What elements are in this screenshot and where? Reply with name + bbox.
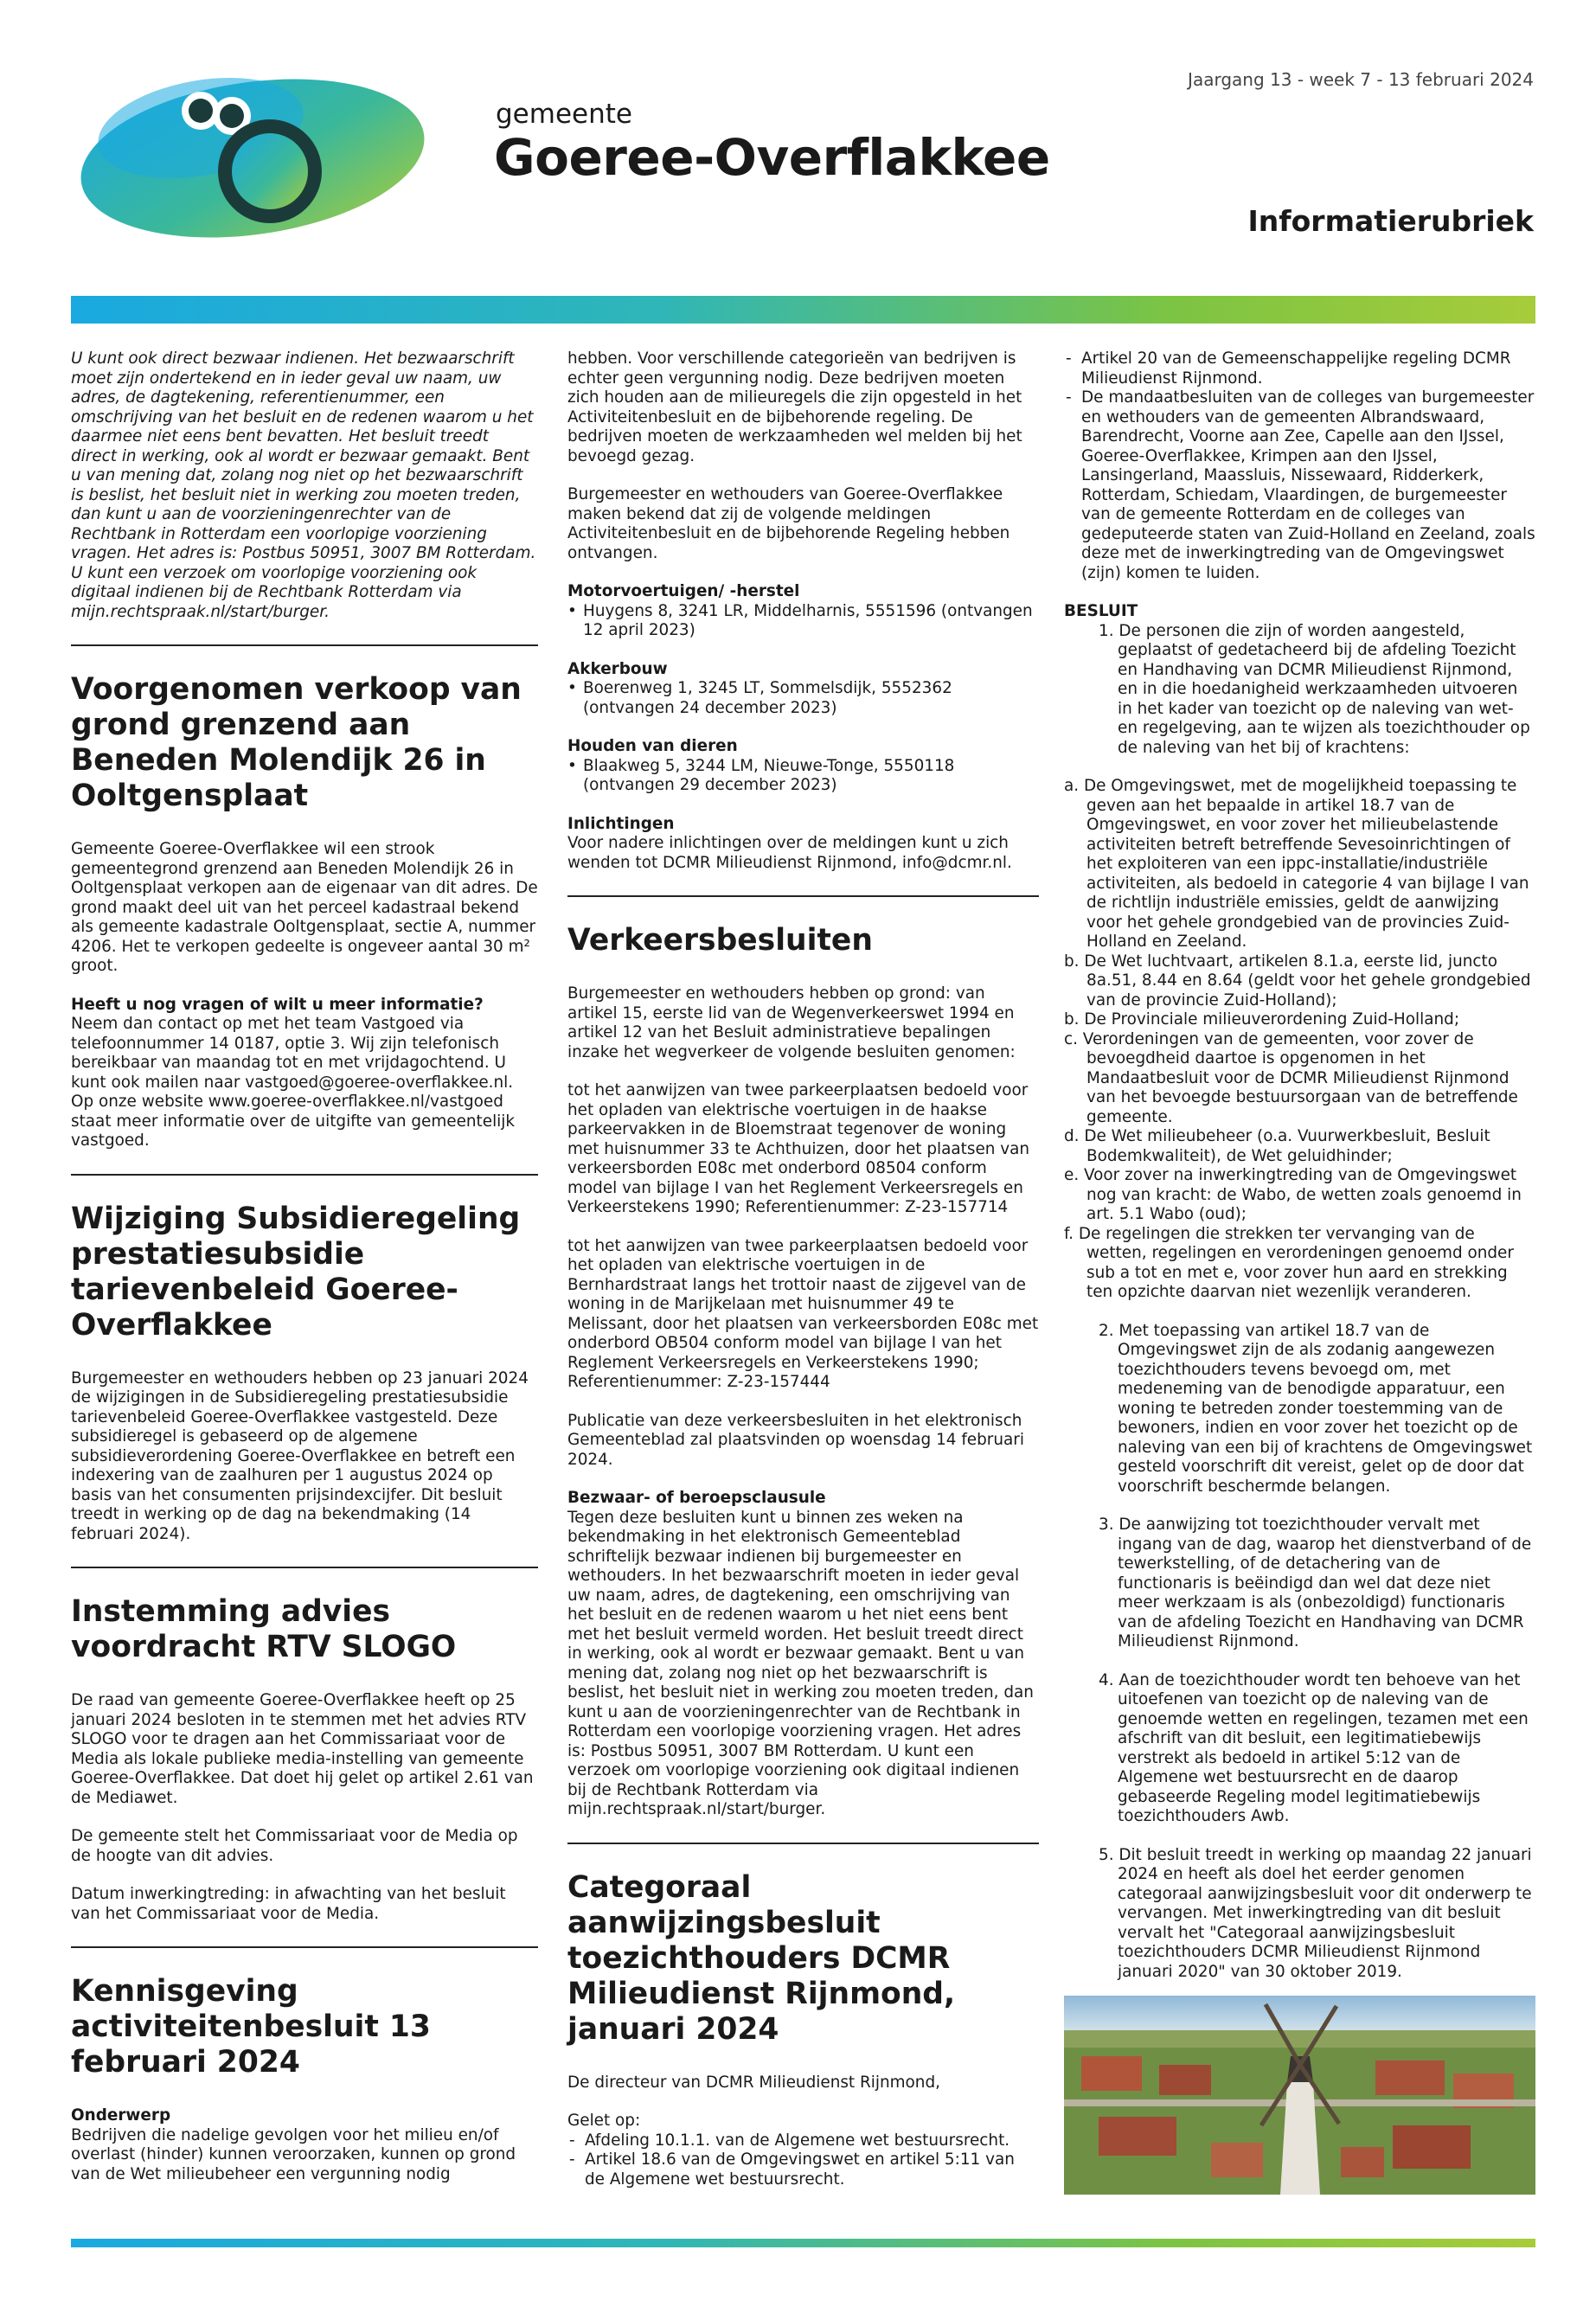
column-1 <box>71 349 538 2203</box>
bullet-list <box>567 679 1039 718</box>
divider <box>71 1946 538 1948</box>
column-3 <box>1064 349 1535 2201</box>
dash-list <box>567 2131 1039 2190</box>
top-gradient-bar <box>71 296 1535 324</box>
subheading: Motorvoertuigen/ -herstel <box>567 582 800 600</box>
divider <box>567 1843 1039 1844</box>
paragraph: Burgemeester en wethouders hebben op 23 januari 2024 de wijzigingen in de Subsidieregeling prestatiesubsidie tarievenbeleid Goeree-Overflakkee vastgesteld. Deze subsidieregel is gebaseerd op de algemene subsidieverordening Goeree-Overflakkee en betreft een indexering van de zaalhuren per 1 augustus 2024 op basis van het consumenten prijsindexcijfer. Dit besluit treedt in werking op de dag na bekendmaking (14 februari 2024). <box>71 1368 529 1543</box>
numbered-item: 3. De aanwijzing tot toezichthouder vervalt met ingang van de dag, waarop het dienstverband of de tewerkstelling, of de detachering van de functionaris is beëindigd dan wel dat deze niet meer werkzaam is als (onbezoldigd) functionaris van de afdeling Toezicht en Handhaving van DCMR Milieudienst Rijnmond. <box>1099 1516 1532 1650</box>
subheading: Onderwerp <box>71 2106 171 2125</box>
lettered-item: d. De Wet milieubeheer (o.a. Vuurwerkbesluit, Besluit Bodemkwaliteit), de Wet geluidhinder; <box>1064 1127 1490 1165</box>
subheading: Houden van dieren <box>567 737 738 755</box>
brand-title: Goeree-Overflakkee <box>494 128 1050 187</box>
list-item: - Afdeling 10.1.1. van de Algemene wet bestuursrecht. <box>567 2131 1039 2151</box>
subheading: BESLUIT <box>1064 602 1138 620</box>
column-2 <box>567 349 1039 2189</box>
lettered-item: b. De Wet luchtvaart, artikelen 8.1.a, eerste lid, juncto 8a.51, 8.44 en 8.64 (geldt voor het gehele grondgebied van de provincie Zuid-Holland); <box>1064 952 1531 1009</box>
paragraph: Burgemeester en wethouders van Goeree-Overflakkee maken bekend dat zij de volgende meldingen Activiteitenbesluit en de bijbehorende Regeling hebben ontvangen. <box>567 485 1010 562</box>
subheading: Heeft u nog vragen of wilt u meer informatie? <box>71 995 484 1014</box>
paragraph: Tegen deze besluiten kunt u binnen zes weken na bekendmaking in het elektronisch Gemeenteblad schriftelijk bezwaar indienen bij burgemeester en wethouders. In het bezwaarschrift moeten in ieder geval uw naam, adres, de dagtekening, een omschrijving van het besluit en de redenen waarom u het niet eens bent met het besluit vermeld worden. Het besluit treedt direct in werking, ook al wordt er bezwaar gemaakt. Bent u van mening dat, zolang nog niet op het bezwaarschrift is beslist, het besluit niet in werking zou moeten treden, dan kunt u aan de voorzieningenrechter van de Rechtbank in Rotterdam een voorlopige voorziening vragen. Het adres is: Postbus 50951, 3007 BM Rotterdam. U kunt een verzoek om voorlopige voorziening ook digitaal indienen bij de Rechtbank Rotterdam via mijn.rechtspraak.nl/start/burger. <box>567 1508 1034 1818</box>
lettered-item: e. Voor zover na inwerkingtreding van de Omgevingswet nog van kracht: de Wabo, de wetten zoals genoemd in art. 5.1 Wabo (oud); <box>1064 1166 1522 1223</box>
brand-subtitle: gemeente <box>496 99 632 130</box>
paragraph: De raad van gemeente Goeree-Overflakkee heeft op 25 januari 2024 besloten in te stemmen met het advies RTV SLOGO voor te dragen aan het Commissariaat voor de Media als lokale publieke media-instelling van gemeente Goeree-Overflakkee. Dat doet hij gelet op artikel 2.61 van de Mediawet. <box>71 1691 534 1807</box>
bullet-list <box>567 602 1039 641</box>
article-title: Voorgenomen verkoop van grond grenzend aan Beneden Molendijk 26 in Ooltgensplaat <box>71 672 522 813</box>
paragraph: Neem dan contact op met het team Vastgoed via telefoonnummer 14 0187, optie 3. Wij zijn telefonisch bereikbaar van maandag tot en met vrijdagochtend. U kunt ook mailen naar vastgoed@goeree-overflakkee.nl. Op onze website www.goeree-overflakkee.nl/vastgoed staat meer informatie over de uitgifte van gemeentelijk vastgoed. <box>71 1015 516 1150</box>
paragraph: De gemeente stelt het Commissariaat voor de Media op de hoogte van dit advies. <box>71 1827 518 1865</box>
divider <box>567 895 1039 897</box>
paragraph: Bedrijven die nadelige gevolgen voor het milieu en/of overlast (hinder) kunnen veroorzaken, kunnen op grond van de Wet milieubeheer een vergunning nodig <box>71 2125 516 2183</box>
paragraph: tot het aanwijzen van twee parkeerplaatsen bedoeld voor het opladen van elektrische voertuigen in de haakse parkeervakken in de Bloemstraat tegenover de woning met huisnummer 33 te Achthuizen, door het plaatsen van verkeersborden E08c met onderbord 08504 conform model van bijlage I van het Reglement Verkeersregels en Verkeerstekens 1990; Referentienummer: Z-23-157714 <box>567 1081 1030 1216</box>
divider <box>71 1567 538 1568</box>
gemeente-logo <box>71 67 452 240</box>
subheading: Akkerbouw <box>567 659 668 678</box>
paragraph: De directeur van DCMR Milieudienst Rijnmond, <box>567 2073 940 2092</box>
divider <box>71 1174 538 1176</box>
paragraph: Gemeente Goeree-Overflakkee wil een strook gemeentegrond grenzend aan Beneden Molendijk 26 in Ooltgensplaat verkopen aan de eigenaar van dit adres. De grond maakt deel uit van het perceel kadastraal bekend als gemeente kadastrale Ooltgensplaat, sectie A, nummer 4206. Het te verkopen gedeelte is ongeveer aantal 30 m² groot. <box>71 840 538 975</box>
list-item: - Artikel 20 van de Gemeenschappelijke regeling DCMR Milieudienst Rijnmond. <box>1064 349 1535 388</box>
numbered-item: 5. Dit besluit treedt in werking op maandag 22 januari 2024 en heeft als doel het eerder genomen categoraal aanwijzingsbesluit voor dit onderwerp te vervangen. Met inwerkingtreding van dit besluit vervalt het "Categoraal aanwijzingsbesluit toezichthouders DCMR Milieudienst Rijnmond januari 2020" van 30 oktober 2019. <box>1099 1845 1532 1981</box>
paragraph: Datum inwerkingtreding: in afwachting van het besluit van het Commissariaat voor de Media. <box>71 1885 506 1923</box>
windmill-aerial-photo <box>1064 1996 1535 2195</box>
numbered-item: 2. Met toepassing van artikel 18.7 van de Omgevingswet zijn de als zodanig aangewezen toezichthouders tevens bevoegd om, met medeneming van de benodigde apparatuur, een woning te betreden zonder toestemming van de bewoners, indien en voor zover het toezicht op de naleving van een bij of krachtens de Omgevingswet gesteld voorschrift dit vereist, gelet op de door dat voorschrift beschermde belangen. <box>1099 1321 1533 1496</box>
lettered-item: b. De Provinciale milieuverordening Zuid-Holland; <box>1064 1010 1460 1029</box>
divider <box>71 644 538 646</box>
article-title: Instemming advies voordracht RTV SLOGO <box>71 1594 457 1664</box>
list-item: • Blaakweg 5, 3244 LM, Nieuwe-Tonge, 5550118 (ontvangen 29 december 2023) <box>567 757 1039 796</box>
article-title: Categoraal aanwijzingsbesluit toezichthouders DCMR Milieudienst Rijnmond, januari 2024 <box>567 1869 956 2047</box>
list-item: - De mandaatbesluiten van de colleges van burgemeester en wethouders van de gemeenten Albrandswaard, Barendrecht, Voorne aan Zee, Capelle aan den IJssel, Goeree-Overflakkee, Krimpen aan den IJssel, Lansingerland, Maassluis, Nissewaard, Ridderkerk, Rotterdam, Schiedam, Vlaardingen, de burgemeester van de gemeente Rotterdam en de colleges van gedeputeerde staten van Zuid-Holland en Zeeland, zoals deze met de inwerkingtreding van de Omgevingswet (zijn) komen te luiden. <box>1064 388 1535 583</box>
rubric-title: Informatierubriek <box>1247 204 1534 238</box>
subheading: Bezwaar- of beroepsclausule <box>567 1489 826 1507</box>
paragraph: hebben. Voor verschillende categorieën van bedrijven is echter geen vergunning nodig. Deze bedrijven moeten zich houden aan de milieuregels die zijn opgesteld in het Activiteitenbesluit en de bijbehorende regeling. De bedrijven moeten de werkzaamheden wel melden bij het bevoegd gezag. <box>567 349 1022 465</box>
paragraph: tot het aanwijzen van twee parkeerplaatsen bedoeld voor het opladen van elektrische voertuigen in de Bernhardstraat langs het trottoir naast de zijgevel van de woning in de Marijkelaan met huisnummer 49 te Melissant, door het plaatsen van verkeersborden E08c met onderbord OB504 conform model van bijlage I van het Reglement Verkeersregels en Verkeerstekens 1990; Referentienummer: Z-23-157444 <box>567 1236 1039 1391</box>
paragraph: Gelet op: <box>567 2112 641 2130</box>
lettered-item: c. Verordeningen van de gemeenten, voor zover de bevoegdheid daartoe is opgenomen in het Mandaatbesluit voor de DCMR Milieudienst Rijnmond van het bevoegde bestuursorgaan van de betreffende gemeente. <box>1064 1029 1518 1126</box>
numbered-item: 1. De personen die zijn of worden aangesteld, geplaatst of gedetacheerd bij de afdeling Toezicht en Handhaving van DCMR Milieudienst Rijnmond, en in die hoedanigheid werkzaamheden uitvoeren in het kader van toezicht op de naleving van wet- en regelgeving, aan te wijzen als toezichthouder op de naleving van het bij of krachtens: <box>1099 621 1530 757</box>
paragraph: Voor nadere inlichtingen over de meldingen kunt u zich wenden tot DCMR Milieudienst Rijnmond, info@dcmr.nl. <box>567 834 1012 872</box>
article-title: Wijziging Subsidieregeling prestatiesubsidie tarievenbeleid Goeree-Overflakkee <box>71 1201 521 1343</box>
list-item: • Boerenweg 1, 3245 LT, Sommelsdijk, 5552362 (ontvangen 24 december 2023) <box>567 679 1039 718</box>
list-item: • Huygens 8, 3241 LR, Middelharnis, 5551596 (ontvangen 12 april 2023) <box>567 602 1039 641</box>
bottom-gradient-bar <box>71 2239 1535 2247</box>
article-title: Kennisgeving activiteitenbesluit 13 februari 2024 <box>71 1974 431 2080</box>
bullet-list <box>567 757 1039 796</box>
numbered-item: 4. Aan de toezichthouder wordt ten behoeve van het uitoefenen van toezicht op de naleving van de genoemde wetten en regelingen, tezamen met een afschrift van dit besluit, een legitimatiebewijs verstrekt als bedoeld in artikel 5:12 van de Algemene wet bestuursrecht en de daarop gebaseerde Regeling model legitimatiebewijs toezichthouders Awb. <box>1099 1670 1529 1825</box>
issue-date: Jaargang 13 - week 7 - 13 februari 2024 <box>1188 69 1534 90</box>
paragraph: Publicatie van deze verkeersbesluiten in het elektronisch Gemeenteblad zal plaatsvinden op woensdag 14 februari 2024. <box>567 1411 1024 1469</box>
subheading: Inlichtingen <box>567 814 675 833</box>
article-title: Verkeersbesluiten <box>567 923 873 958</box>
paragraph: Burgemeester en wethouders hebben op grond: van artikel 15, eerste lid van de Wegenverkeerswet 1994 en artikel 12 van het Besluit administratieve bepalingen inzake het wegverkeer de volgende besluiten genomen: <box>567 984 1016 1061</box>
lettered-item: f. De regelingen die strekken ter vervanging van de wetten, regelingen en verordeningen genoemd onder sub a tot en met e, voor zover hun aard en strekking ten opzichte daarvan niet wezenlijk veranderen. <box>1064 1224 1514 1301</box>
lettered-item: a. De Omgevingswet, met de mogelijkheid toepassing te geven aan het bepaalde in artikel 18.7 van de Omgevingswet, en voor zover het milieubelastende activiteiten betreft betreffende Sevesoinrichtingen of het exploiteren van een ippc-installatie/industriële activiteiten, als bedoeld in categorie 4 van bijlage I van de richtlijn industriële emissies, geldt de aanwijzing voor het gehele grondgebied van de provincies Zuid-Holland en Zeeland. <box>1064 777 1529 951</box>
dash-list <box>1064 349 1535 583</box>
intro-paragraph: U kunt ook direct bezwaar indienen. Het bezwaarschrift moet zijn ondertekend en in ieder geval uw naam, uw adres, de dagtekening, referentienummer, een omschrijving van het besluit en de redenen waarom u het daarmee niet eens bent bevatten. Het besluit treedt direct in werking, ook al wordt er bezwaar gemaakt. Bent u van mening dat, zolang nog niet op het bezwaarschrift is beslist, het besluit niet in werking zou moeten treden, dan kunt u aan de voorzieningenrechter van de Rechtbank in Rotterdam een voorlopige voorziening vragen. Het adres is: Postbus 50951, 3007 BM Rotterdam. U kunt een verzoek om voorlopige voorziening ook digitaal indienen bij de Rechtbank Rotterdam via mijn.rechtspraak.nl/start/burger. <box>71 349 536 621</box>
list-item: - Artikel 18.6 van de Omgevingswet en artikel 5:11 van de Algemene wet bestuursrecht. <box>567 2150 1039 2189</box>
